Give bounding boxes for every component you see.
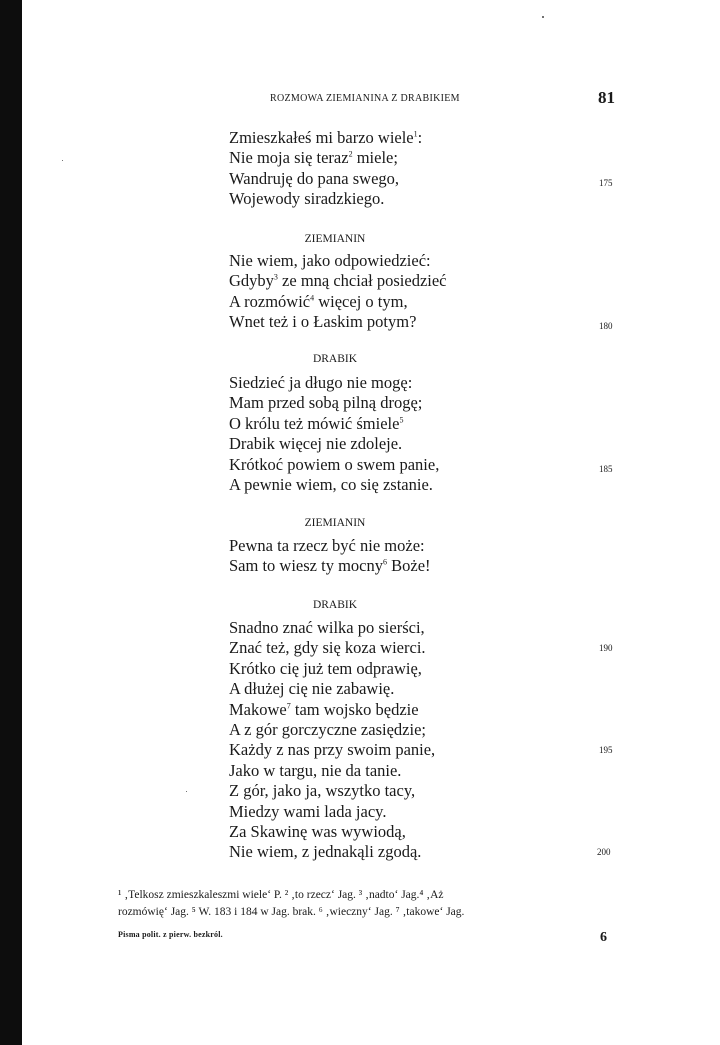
- stanza: [229, 618, 559, 863]
- verse-line: Za Skawinę was wywiodą,: [229, 822, 406, 842]
- footnote-ref: 5: [399, 415, 404, 425]
- stanza: [229, 128, 559, 210]
- footnote-ref: 7: [286, 701, 291, 711]
- footnote-ref: 6: [382, 557, 387, 567]
- paper-speck: [542, 16, 544, 18]
- verse-line: Nie wiem, jako odpowiedzieć:: [229, 251, 431, 270]
- verse-line: Mam przed sobą pilną drogę;: [229, 393, 423, 413]
- verse-line: Gdyby$^3$ ze mną chciał posiedzieć: [229, 271, 447, 291]
- verse-line: A z gór gorczyczne zasiędzie;: [229, 720, 426, 740]
- verse-line: Krótkoć powiem o swem panie,: [229, 454, 440, 474]
- verse-line: Makowe$^7$ tam wojsko będzie: [229, 699, 419, 719]
- verse-line: A rozmówić$^4$ więcej o tym,: [229, 291, 408, 311]
- verse-line: Krótko cię już tem odprawię,: [229, 658, 422, 678]
- line-number: 180: [599, 321, 613, 331]
- line-number: 185: [599, 464, 613, 474]
- footnote-ref: 3: [273, 272, 278, 282]
- verse-line: Sam to wiesz ty mocny$^6$ Boże!: [229, 556, 431, 576]
- paper-speck: [186, 791, 187, 792]
- line-number: 195: [599, 745, 613, 755]
- verse-line: Snadno znać wilka po sierści,: [229, 618, 425, 637]
- verse-line: Miedzy wami lada jacy.: [229, 801, 387, 821]
- verse-line: Siedzieć ja długo nie mogę:: [229, 373, 413, 392]
- imprint-line: Pisma polit. z pierw. bezkról.: [118, 930, 223, 939]
- verse-line: A dłużej cię nie zabawię.: [229, 679, 395, 699]
- verse-line: Wandruję do pana swego,: [229, 168, 400, 188]
- footnote-ref: 2: [348, 149, 353, 159]
- page-number: 81: [598, 88, 615, 107]
- footnote-line: rozmówię‘ Jag. ⁵ W. 183 i 184 w Jag. brak. ⁶ ‚wieczny‘ Jag. ⁷ ‚takowe‘ Jag.: [118, 906, 465, 918]
- verse-line: Drabik więcej nie zdoleje.: [229, 434, 403, 454]
- verse-line: Jako w targu, nie da tanie.: [229, 760, 402, 780]
- verse-line: Każdy z nas przy swoim panie,: [229, 740, 436, 760]
- stanza: [229, 373, 559, 495]
- footnote-ref: 4: [310, 293, 315, 303]
- sheet-signature: 6: [600, 930, 607, 945]
- running-title: ROZMOWA ZIEMIANINA Z DRABIKIEM: [270, 93, 460, 104]
- stanza: [229, 536, 559, 577]
- book-spine-shadow: [0, 0, 22, 1045]
- line-number: 190: [599, 643, 613, 653]
- line-number: 175: [599, 178, 613, 188]
- paper-speck: [62, 160, 63, 161]
- line-number: 200: [597, 847, 611, 857]
- verse-line: A pewnie wiem, co się zstanie.: [229, 475, 433, 495]
- speaker-label: DRABIK: [312, 599, 358, 611]
- stanza: [229, 251, 559, 333]
- verse-line: Znać też, gdy się koza wierci.: [229, 638, 426, 658]
- verse-line: Zmieszkałeś mi barzo wiele$^1$:: [229, 128, 423, 147]
- footnote-line: ¹ ‚Telkosz zmieszkaleszmi wiele‘ P. ² ‚to rzecz‘ Jag. ³ ‚nadto‘ Jag.⁴ ‚Aż: [118, 889, 444, 901]
- footnote-ref: 1: [413, 129, 418, 139]
- verse-line: O królu też mówić śmiele$^5$: [229, 413, 404, 433]
- verse-line: Pewna ta rzecz być nie może:: [229, 536, 425, 555]
- speaker-label: ZIEMIANIN: [304, 517, 366, 529]
- speaker-label: ZIEMIANIN: [304, 233, 366, 245]
- verse-line: Wojewody siradzkiego.: [229, 189, 385, 209]
- verse-line: Wnet też i o Łaskim potym?: [229, 312, 417, 332]
- verse-line: Nie wiem, z jednakąli zgodą.: [229, 842, 422, 862]
- footnotes: [118, 887, 613, 921]
- verse-line: Z gór, jako ja, wszytko tacy,: [229, 781, 416, 801]
- speaker-label: DRABIK: [312, 353, 358, 365]
- verse-line: Nie moja się teraz$^2$ miele;: [229, 148, 398, 168]
